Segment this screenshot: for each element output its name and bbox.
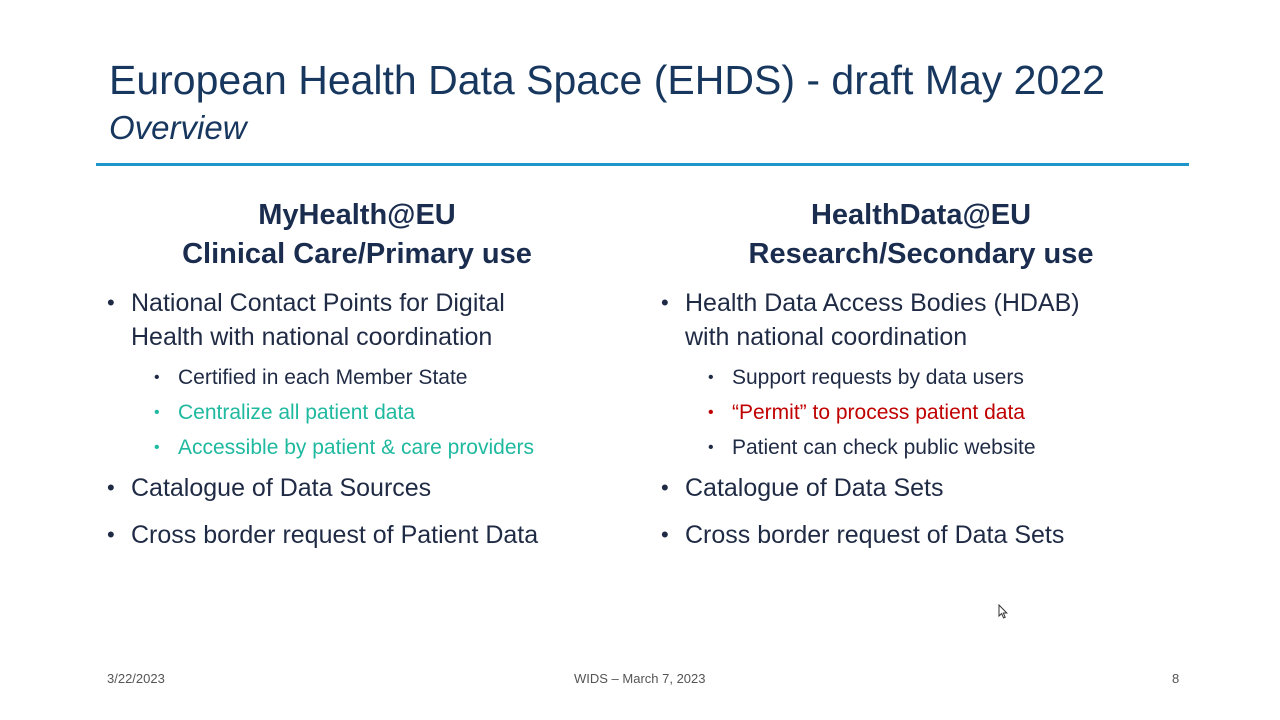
sub-bullet-item	[154, 360, 607, 395]
footer-event: WIDS – March 7, 2023	[574, 671, 706, 686]
bullet-icon: •	[154, 439, 160, 456]
bullet-icon: •	[107, 522, 115, 547]
bullet-icon: •	[708, 369, 714, 386]
footer-date: 3/22/2023	[107, 671, 165, 686]
bullet-icon: •	[107, 475, 115, 500]
sub-bullet-item	[708, 395, 1181, 430]
bullet-list	[661, 286, 1181, 552]
column-heading-line1: MyHealth@EU	[258, 199, 456, 231]
sub-bullet-item	[154, 430, 607, 465]
sub-bullet-item	[154, 395, 607, 430]
sub-bullet-text: Centralize all patient data	[178, 401, 415, 424]
sub-bullet-text: Accessible by patient & care providers	[178, 436, 535, 459]
bullet-line: Cross border request of Patient Data	[131, 521, 539, 549]
bullet-item	[107, 518, 607, 552]
bullet-icon: •	[708, 439, 714, 456]
healthdata-column	[661, 196, 1181, 552]
bullet-line: Catalogue of Data Sources	[131, 474, 432, 502]
bullet-icon: •	[154, 369, 160, 386]
bullet-icon: •	[661, 290, 669, 315]
title-divider	[96, 163, 1189, 166]
myhealth-column	[107, 196, 607, 552]
bullet-icon: •	[154, 404, 160, 421]
bullet-item	[107, 286, 607, 354]
sub-bullet-text: Support requests by data users	[732, 366, 1024, 389]
bullet-line: National Contact Points for Digital	[131, 289, 505, 317]
sub-bullet-list	[708, 360, 1181, 465]
bullet-line: Health with national coordination	[131, 323, 493, 351]
sub-bullet-text: Certified in each Member State	[178, 366, 468, 389]
slide-subtitle: Overview	[109, 109, 247, 146]
bullet-line: with national coordination	[685, 323, 968, 351]
bullet-item	[661, 286, 1181, 354]
bullet-icon: •	[107, 290, 115, 315]
bullet-list	[107, 286, 607, 552]
column-heading-line2: Clinical Care/Primary use	[182, 238, 532, 270]
sub-bullet-item	[708, 360, 1181, 395]
bullet-icon: •	[708, 404, 714, 421]
sub-bullet-item	[708, 430, 1181, 465]
column-heading-line1: HealthData@EU	[810, 199, 1032, 231]
bullet-item	[661, 471, 1181, 505]
bullet-item	[661, 518, 1181, 552]
bullet-icon: •	[661, 475, 669, 500]
bullet-line: Health Data Access Bodies (HDAB)	[685, 289, 1080, 317]
slide-number: 8	[1172, 671, 1180, 686]
sub-bullet-list	[154, 360, 607, 465]
column-heading	[661, 196, 1181, 274]
mouse-pointer-icon	[998, 604, 1008, 619]
bullet-item	[107, 471, 607, 505]
column-heading-line2: Research/Secondary use	[748, 238, 1094, 270]
slide-title: European Health Data Space (EHDS) - draft May 2022	[109, 57, 1105, 103]
sub-bullet-text: Patient can check public website	[732, 436, 1036, 459]
bullet-icon: •	[661, 522, 669, 547]
column-heading	[107, 196, 607, 274]
bullet-line: Cross border request of Data Sets	[685, 521, 1065, 549]
sub-bullet-text: “Permit” to process patient data	[732, 401, 1025, 424]
bullet-line: Catalogue of Data Sets	[685, 474, 944, 502]
